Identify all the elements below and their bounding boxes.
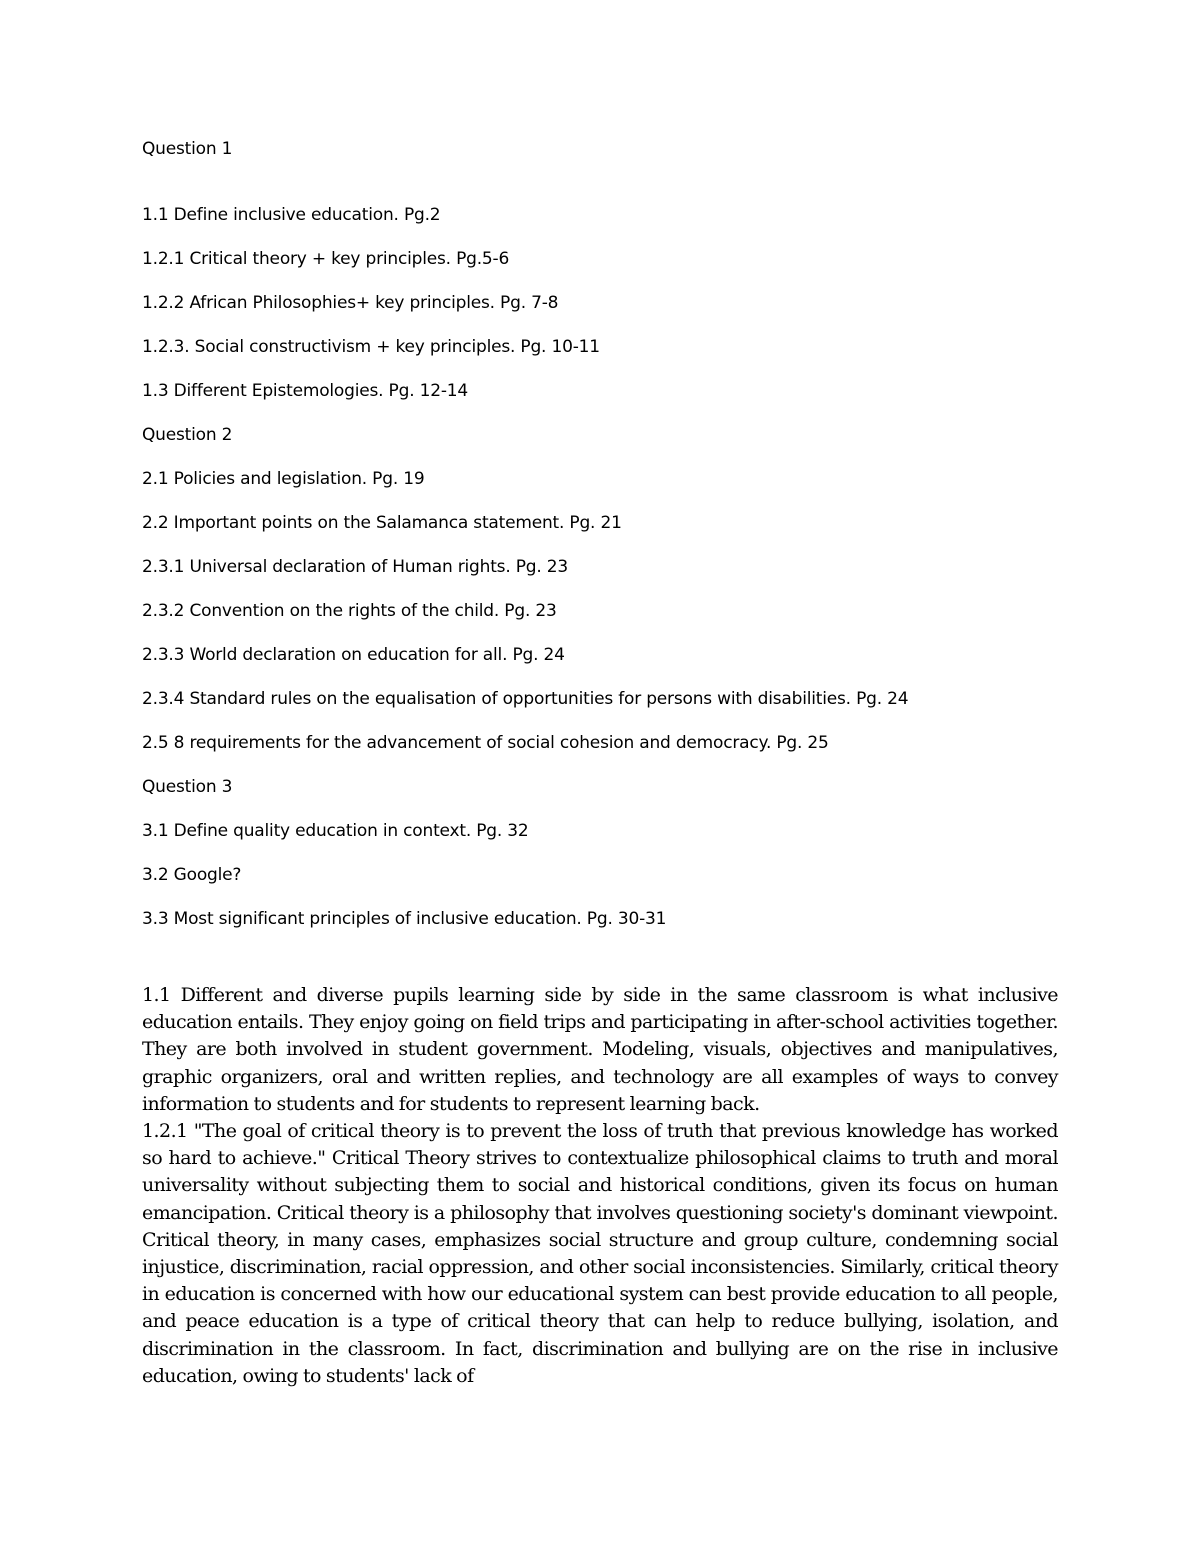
outline-item: 2.3.3 World declaration on education for all. Pg. 24 <box>142 645 565 665</box>
question-outline <box>142 138 1062 930</box>
outline-item: 2.5 8 requirements for the advancement of social cohesion and democracy. Pg. 25 <box>142 733 829 753</box>
outline-heading-question-2: Question 2 <box>142 425 233 445</box>
outline-heading-question-1: Question 1 <box>142 139 233 159</box>
outline-item: 1.2.3. Social constructivism + key principles. Pg. 10-11 <box>142 337 600 357</box>
outline-item: 2.3.1 Universal declaration of Human rights. Pg. 23 <box>142 557 569 577</box>
answer-paragraph-1-2-1: 1.2.1 "The goal of critical theory is to prevent the loss of truth that previous knowledge has worked so hard to achieve." Critical Theory strives to contextualize philosophical claims to truth and moral universality without subjecting them to social and historical conditions, given its focus on human emancipation. Critical theory is a philosophy that involves questioning society's dominant viewpoint. Critical theory, in many cases, emphasizes social structure and group culture, condemning social injustice, discrimination, racial oppression, and other social inconsistencies. Similarly, critical theory in education is concerned with how our educational system can best provide education to all people, and peace education is a type of critical theory that can help to reduce bullying, isolation, and discrimination in the classroom. In fact, discrimination and bullying are on the rise in inclusive education, owing to students' lack of <box>142 1120 1058 1387</box>
outline-item: 1.2.2 African Philosophies+ key principles. Pg. 7-8 <box>142 293 559 313</box>
outline-item: 1.3 Different Epistemologies. Pg. 12-14 <box>142 381 469 401</box>
answer-body <box>142 982 1058 1390</box>
outline-item: 2.2 Important points on the Salamanca statement. Pg. 21 <box>142 513 622 533</box>
outline-heading-question-3: Question 3 <box>142 777 233 797</box>
outline-item: 3.1 Define quality education in context. Pg. 32 <box>142 821 529 841</box>
outline-item: 3.2 Google? <box>142 865 242 885</box>
outline-item: 1.2.1 Critical theory + key principles. Pg.5-6 <box>142 249 510 269</box>
outline-item: 2.1 Policies and legislation. Pg. 19 <box>142 469 425 489</box>
outline-item: 2.3.4 Standard rules on the equalisation of opportunities for persons with disabilities. Pg. 24 <box>142 689 909 709</box>
outline-item: 2.3.2 Convention on the rights of the child. Pg. 23 <box>142 601 557 621</box>
outline-item: 3.3 Most significant principles of inclusive education. Pg. 30-31 <box>142 909 667 929</box>
answer-paragraph-1-1: 1.1 Different and diverse pupils learning side by side in the same classroom is what inclusive education entails. They enjoy going on field trips and participating in after-school activities together. They are both involved in student government. Modeling, visuals, objectives and manipulatives, graphic organizers, oral and written replies, and technology are all examples of ways to convey information to students and for students to represent learning back. <box>142 984 1058 1115</box>
outline-item: 1.1 Define inclusive education. Pg.2 <box>142 205 441 225</box>
